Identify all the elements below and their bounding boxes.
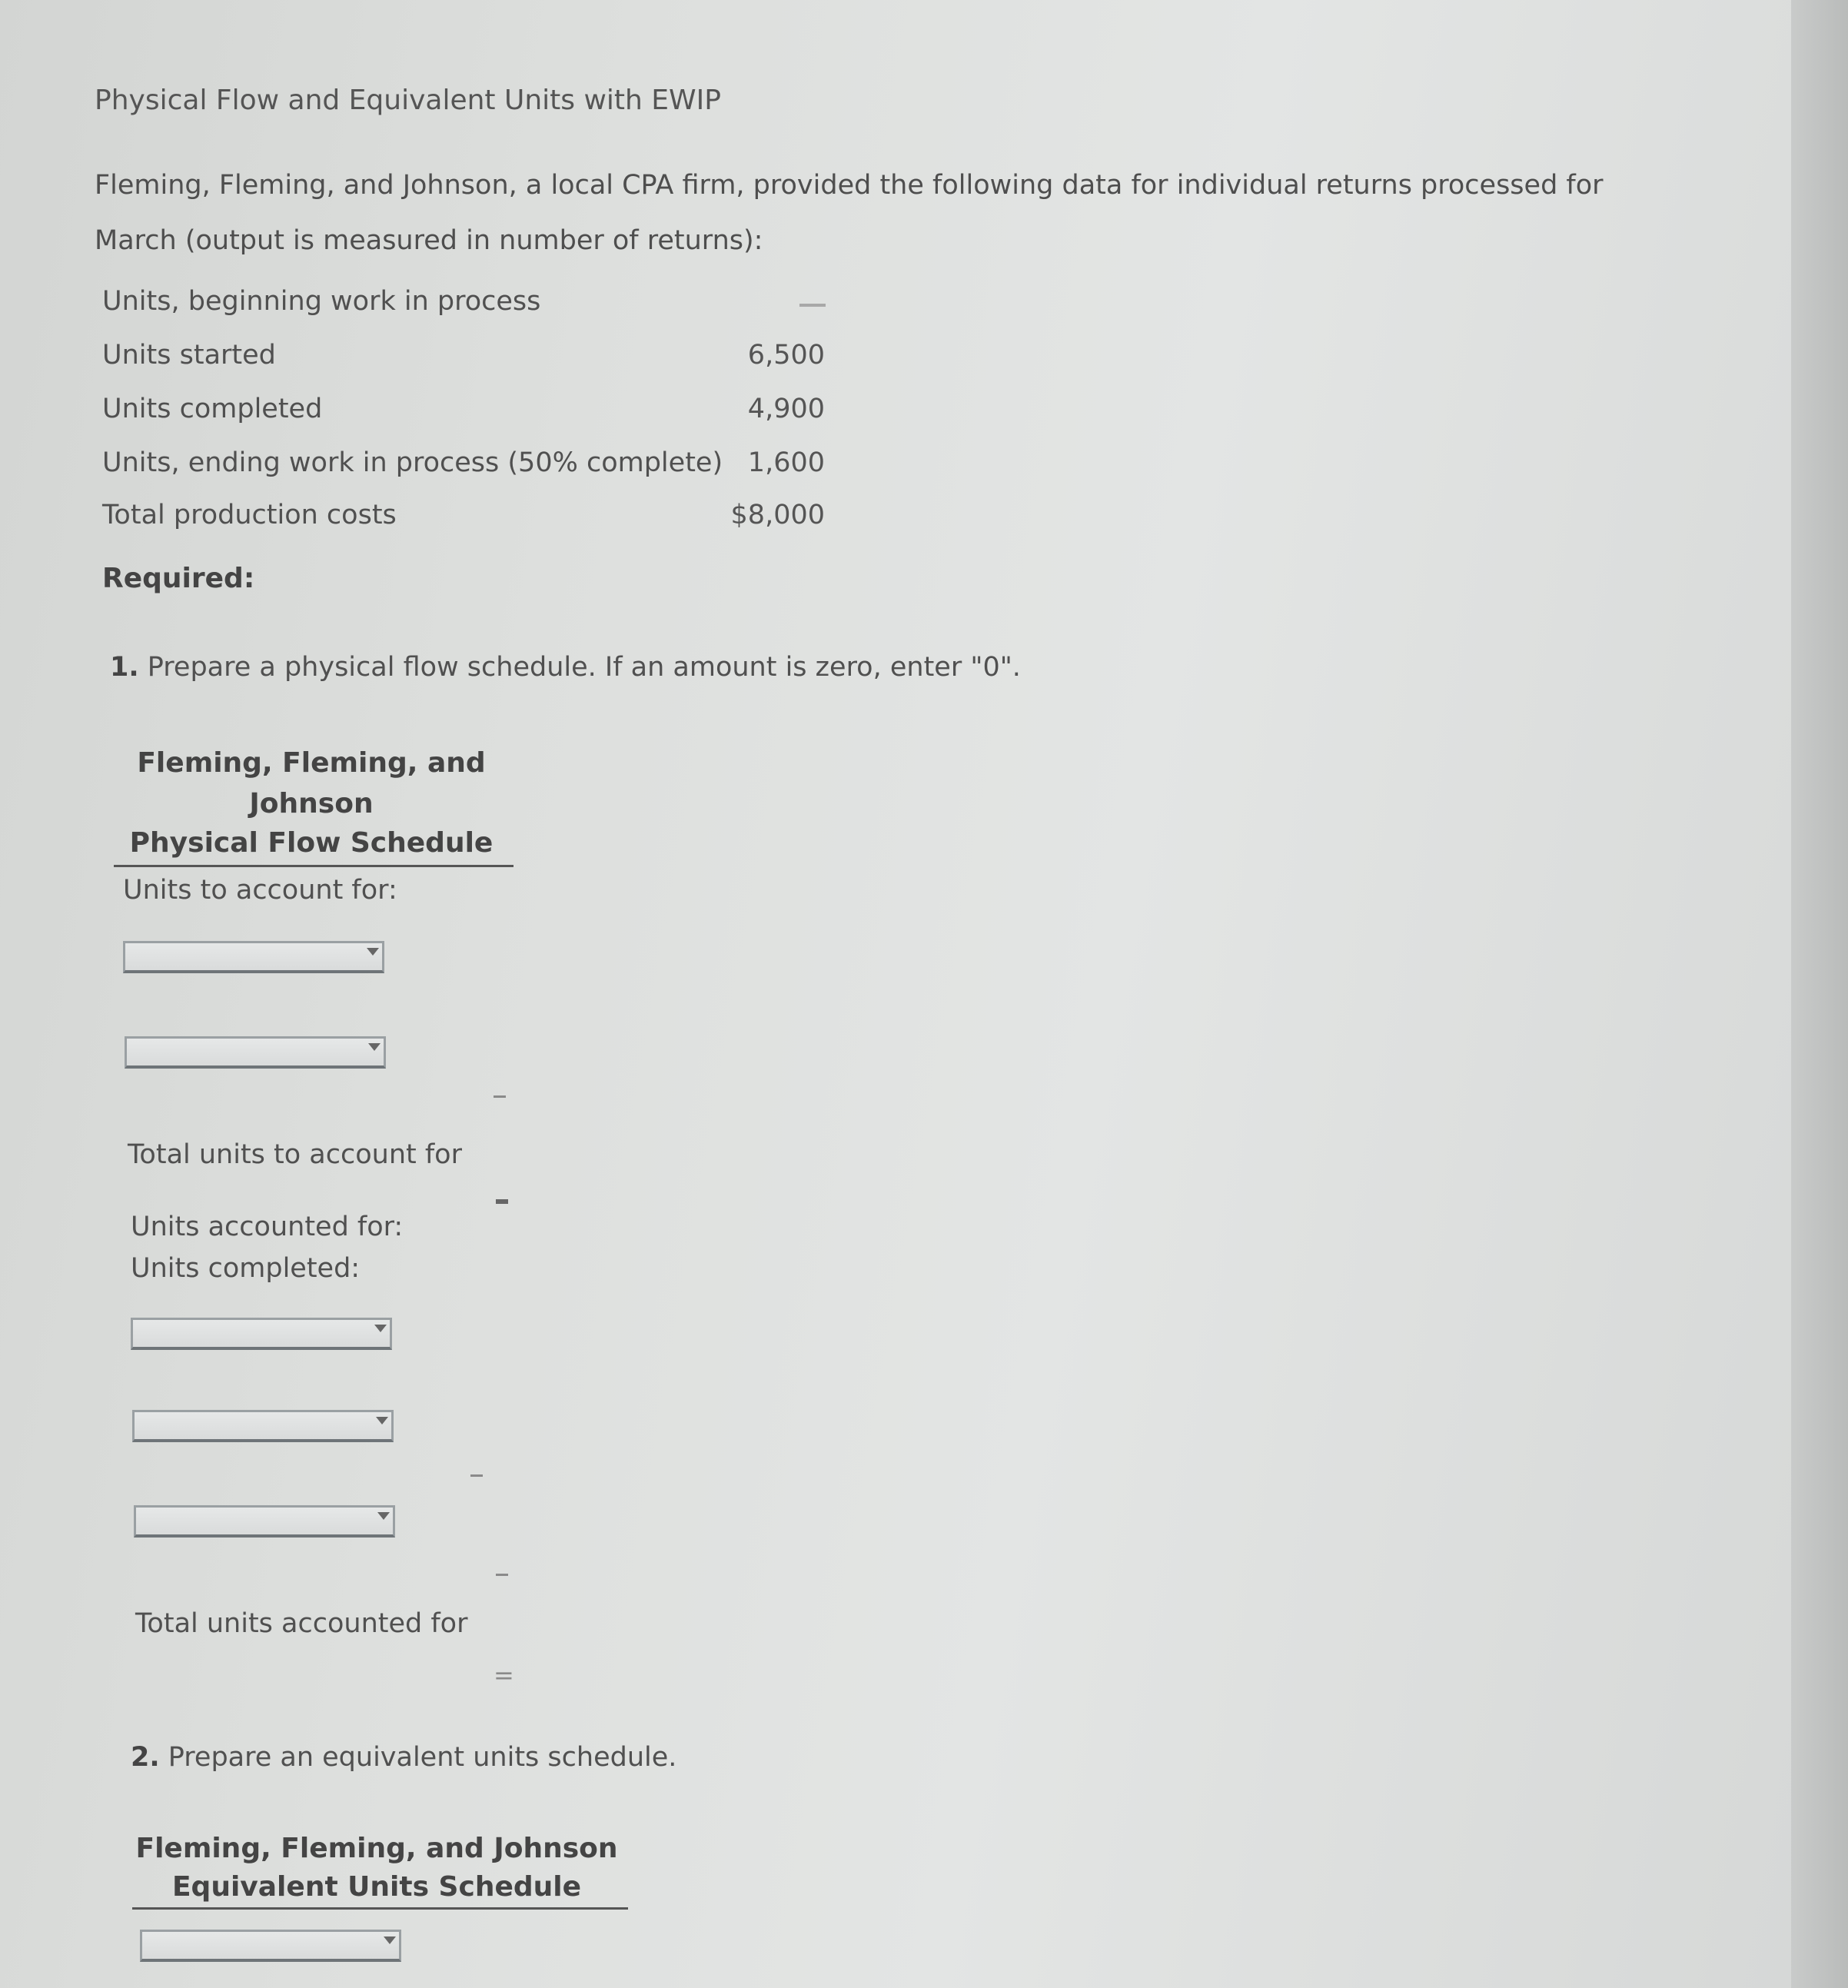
problem-intro — [95, 158, 1604, 268]
schedule-2-header-rule — [132, 1907, 628, 1910]
input-marker — [470, 1474, 483, 1477]
given-label-ewip: Units, ending work in process (50% complete) — [102, 447, 723, 478]
question-2 — [131, 1742, 676, 1773]
question-2-number: 2. — [131, 1742, 160, 1773]
given-value-costs: $8,000 — [730, 500, 825, 530]
units-accounted-dropdown-3[interactable] — [134, 1505, 395, 1538]
units-to-account-dropdown-2[interactable] — [125, 1036, 386, 1069]
equivalent-units-dropdown-1[interactable] — [140, 1930, 401, 1962]
chevron-down-icon — [367, 948, 379, 956]
question-1 — [110, 652, 1021, 683]
units-completed-label: Units completed: — [131, 1253, 361, 1284]
units-to-account-dropdown-1[interactable] — [123, 941, 384, 973]
given-label-bwip: Units, beginning work in process — [102, 286, 541, 317]
units-accounted-dropdown-1[interactable] — [131, 1318, 392, 1350]
units-accounted-dropdown-2[interactable] — [132, 1410, 394, 1442]
total-units-accounted-for-label: Total units accounted for — [135, 1608, 468, 1639]
equals-sign: = — [494, 1661, 514, 1690]
total-units-to-account-for-label: Total units to account for — [128, 1139, 462, 1170]
given-value-completed: 4,900 — [747, 394, 825, 424]
units-accounted-for-label: Units accounted for: — [131, 1212, 404, 1242]
schedule-1-header-line2: Johnson — [249, 788, 374, 819]
chevron-down-icon — [374, 1325, 387, 1332]
chevron-down-icon — [384, 1936, 396, 1944]
schedule-1-header-line3: Physical Flow Schedule — [129, 827, 494, 859]
question-2-text: Prepare an equivalent units schedule. — [168, 1742, 677, 1773]
screen-edge — [1791, 0, 1848, 1988]
input-marker — [496, 1574, 508, 1576]
schedule-2-header-line1: Fleming, Fleming, and Johnson — [135, 1833, 618, 1864]
intro-line-2: March (output is measured in number of returns): — [95, 225, 763, 256]
intro-line-1: Fleming, Fleming, and Johnson, a local CPA firm, provided the following data for individual returns processed for — [95, 170, 1604, 201]
given-value-started: 6,500 — [747, 340, 825, 371]
schedule-1-header-rule — [114, 865, 514, 867]
required-heading: Required: — [102, 563, 255, 594]
schedule-1-header-line1: Fleming, Fleming, and — [137, 747, 486, 779]
given-label-costs: Total production costs — [102, 500, 397, 530]
units-to-account-for-label: Units to account for: — [123, 875, 397, 906]
question-1-number: 1. — [110, 652, 139, 683]
input-marker — [494, 1095, 506, 1098]
given-value-bwip-dash — [799, 304, 826, 307]
problem-title: Physical Flow and Equivalent Units with EWIP — [95, 85, 721, 116]
given-label-started: Units started — [102, 340, 276, 371]
schedule-2-header-line2: Equivalent Units Schedule — [171, 1871, 582, 1903]
question-1-text: Prepare a physical flow schedule. If an amount is zero, enter "0". — [147, 652, 1021, 683]
given-label-completed: Units completed — [102, 394, 323, 424]
input-marker — [496, 1199, 508, 1204]
chevron-down-icon — [376, 1417, 388, 1425]
given-value-ewip: 1,600 — [747, 447, 825, 478]
chevron-down-icon — [368, 1043, 381, 1051]
chevron-down-icon — [377, 1512, 390, 1520]
